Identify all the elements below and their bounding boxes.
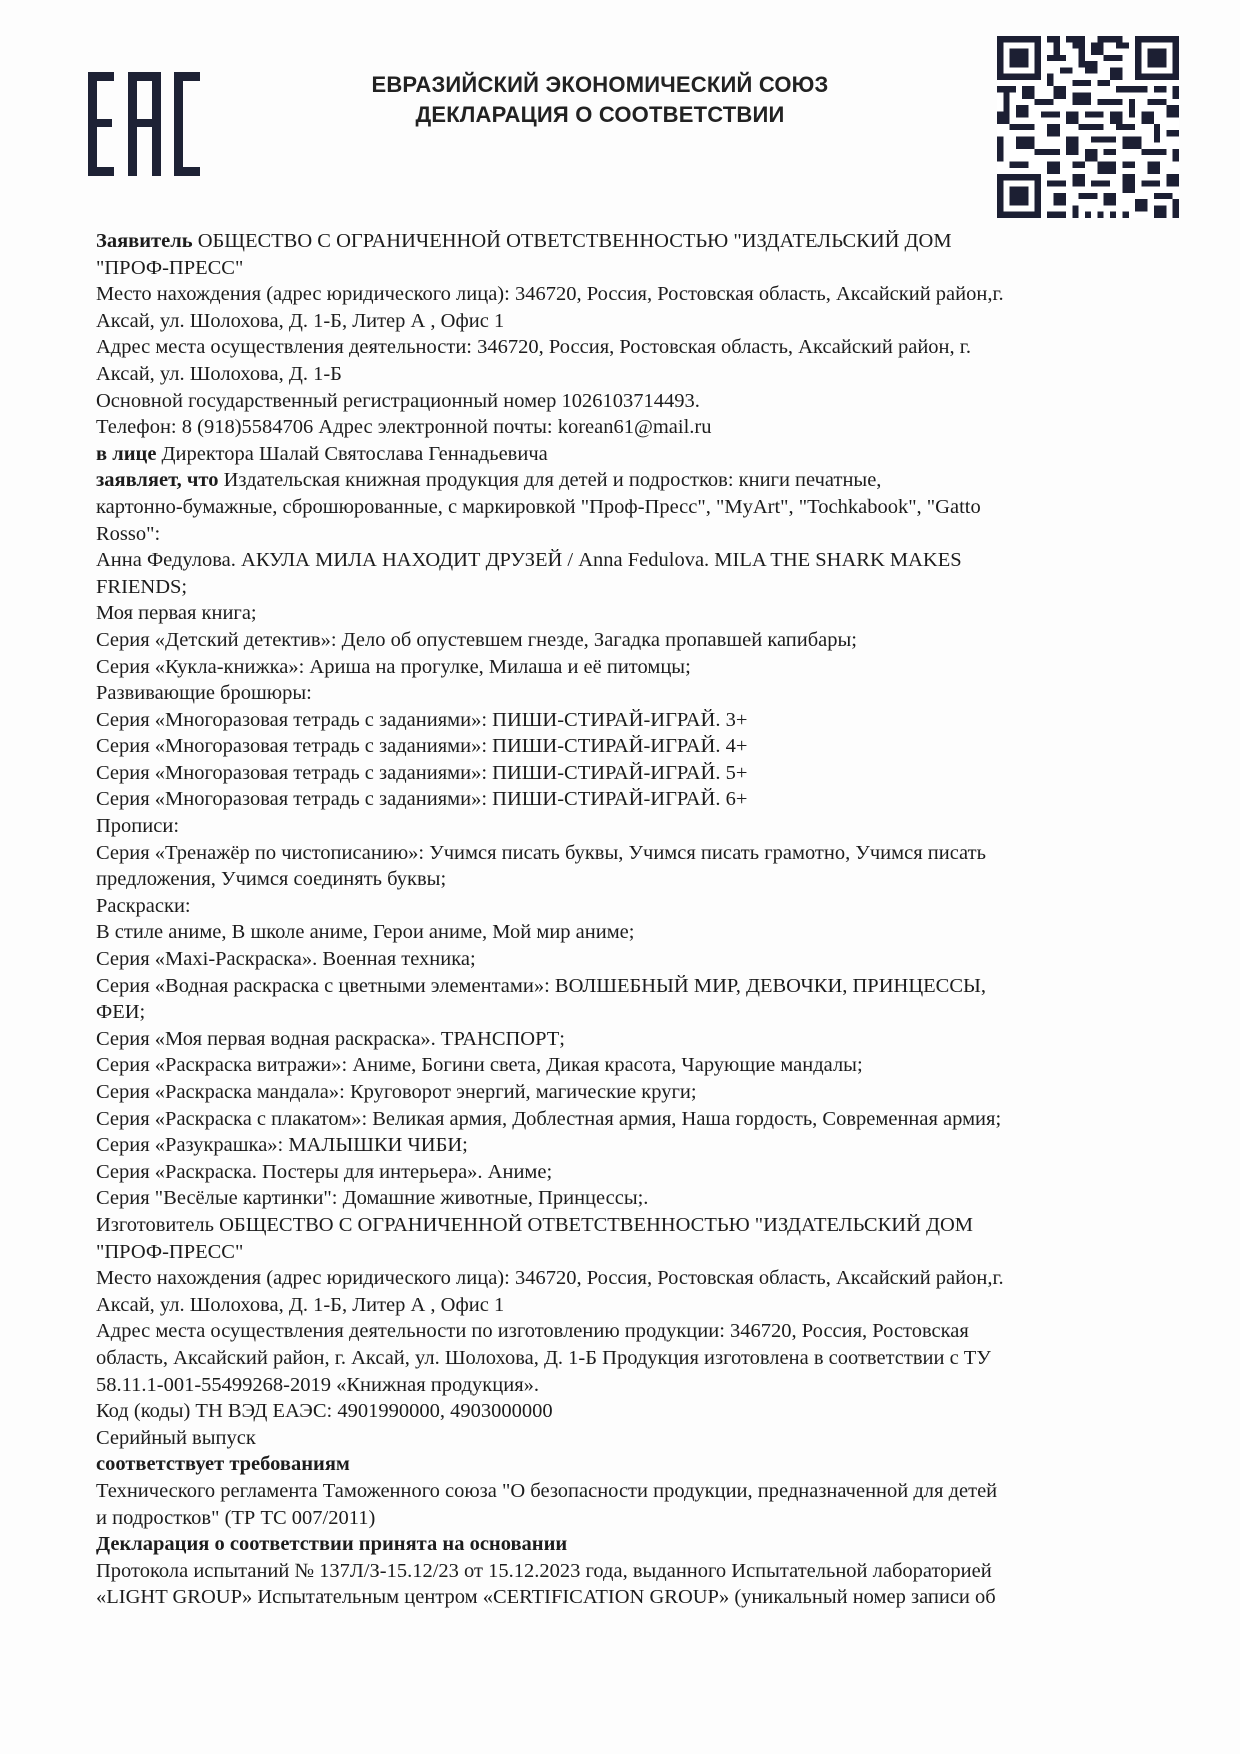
declares-line (96, 467, 1156, 494)
product-item: Серия «Многоразовая тетрадь с заданиями»: ПИШИ-СТИРАЙ-ИГРАЙ. 6+ (96, 788, 748, 811)
applicant-activity-address-cont: Аксай, ул. Шолохова, Д. 1-Б (96, 362, 342, 385)
applicant-name: ОБЩЕСТВО С ОГРАНИЧЕННОЙ ОТВЕТСТВЕННОСТЬЮ "ИЗДАТЕЛЬСКИЙ ДОМ (197, 230, 952, 252)
product-item: предложения, Учимся соединять буквы; (96, 868, 447, 891)
product-item: Серия «Многоразовая тетрадь с заданиями»: ПИШИ-СТИРАЙ-ИГРАЙ. 4+ (96, 735, 748, 758)
product-item: Серия "Весёлые картинки": Домашние животные, Принцессы;. (96, 1187, 649, 1210)
applicant-legal-address: Место нахождения (адрес юридического лица): 346720, Россия, Ростовская область, Аксайский район,г. (96, 283, 1004, 306)
product-item: Раскраски: (96, 894, 191, 917)
represented-line (96, 441, 1156, 468)
applicant-contacts: Телефон: 8 (918)5584706 Адрес электронной почты: korean61@mail.ru (96, 416, 712, 439)
manufacturer-legal-address: Место нахождения (адрес юридического лица): 346720, Россия, Ростовская область, Аксайский район,г. (96, 1267, 1004, 1290)
eac-logo-icon (88, 72, 200, 176)
product-item: Моя первая книга; (96, 602, 257, 625)
regulation: Технического регламента Таможенного союза "О безопасности продукции, предназначенной для детей (96, 1479, 998, 1502)
document-title (300, 70, 900, 130)
product-item: Серия «Водная раскраска с цветными элементами»: ВОЛШЕБНЫЙ МИР, ДЕВОЧКИ, ПРИНЦЕССЫ, (96, 974, 986, 997)
product-item: FRIENDS; (96, 575, 188, 598)
applicant-name-cont: "ПРОФ-ПРЕСС" (96, 256, 244, 279)
applicant-activity-address: Адрес места осуществления деятельности: 346720, Россия, Ростовская область, Аксайский район, г. (96, 336, 971, 359)
manufacturer-line-cont: "ПРОФ-ПРЕСС" (96, 1240, 244, 1263)
applicant-legal-address-cont: Аксай, ул. Шолохова, Д. 1-Б, Литер А , Офис 1 (96, 309, 505, 332)
manufacturer-legal-address-cont: Аксай, ул. Шолохова, Д. 1-Б, Литер А , Офис 1 (96, 1293, 505, 1316)
declaration-body (96, 228, 1156, 1611)
product-item: ФЕИ; (96, 1001, 146, 1024)
represented-by: Директора Шалай Святослава Геннадьевича (161, 442, 548, 465)
release-type: Серийный выпуск (96, 1426, 256, 1449)
qr-code-icon (993, 36, 1183, 218)
regulation-cont: и подростков" (ТР ТС 007/2011) (96, 1506, 376, 1529)
product-item: Серия «Многоразовая тетрадь с заданиями»: ПИШИ-СТИРАЙ-ИГРАЙ. 5+ (96, 761, 748, 784)
product-item: Серия «Раскраска. Постеры для интерьера». Аниме; (96, 1160, 553, 1183)
product-item: Серия «Разукрашка»: МАЛЫШКИ ЧИБИ; (96, 1134, 468, 1157)
applicant-line (96, 228, 1156, 255)
product-item: Анна Федулова. АКУЛА МИЛА НАХОДИТ ДРУЗЕЙ / Anna Fedulova. MILA THE SHARK MAKES (96, 549, 962, 572)
manufacturer-production-address-cont2: 58.11.1-001-55499268-2019 «Книжная продукция». (96, 1373, 540, 1396)
product-item: Серия «Раскраска с плакатом»: Великая армия, Доблестная армия, Наша гордость, Современная армия; (96, 1107, 1002, 1130)
basis: Протокола испытаний № 137Л/З-15.12/23 от 15.12.2023 года, выданного Испытательной лабораторией (96, 1559, 992, 1582)
basis-cont: «LIGHT GROUP» Испытательным центром «CERTIFICATION GROUP» (уникальный номер записи об (96, 1586, 996, 1609)
represented-label: в лице (96, 442, 157, 465)
product-item: Серия «Многоразовая тетрадь с заданиями»: ПИШИ-СТИРАЙ-ИГРАЙ. 3+ (96, 708, 748, 731)
product-item: Развивающие брошюры: (96, 682, 312, 705)
product-item: Серия «Детский детектив»: Дело об опустевшем гнезде, Загадка пропавшей капибары; (96, 628, 857, 651)
product-item: Серия «Maxi-Раскраска». Военная техника; (96, 948, 476, 971)
product-item: Прописи: (96, 815, 180, 838)
declares-label: заявляет, что (96, 469, 219, 492)
product-item: Серия «Тренажёр по чистописанию»: Учимся писать буквы, Учимся писать грамотно, Учимся писать (96, 841, 986, 864)
product-description-cont: картонно-бумажные, сброшюрованные, с маркировкой "Проф-Пресс", "MyArt", "Tochkabook", "Gatto (96, 495, 981, 518)
basis-label: Декларация о соответствии принята на основании (96, 1533, 568, 1556)
compliance-label: соответствует требованиям (96, 1453, 350, 1476)
product-description-cont2: Rosso": (96, 522, 161, 545)
product-item: Серия «Раскраска мандала»: Круговорот энергий, магические круги; (96, 1081, 697, 1103)
product-item: Серия «Кукла-книжка»: Ариша на прогулке, Милаша и её питомцы; (96, 655, 691, 678)
product-item: Серия «Моя первая водная раскраска». ТРАНСПОРТ; (96, 1027, 565, 1050)
product-description: Издательская книжная продукция для детей и подростков: книги печатные, (223, 469, 882, 492)
product-item: В стиле аниме, В школе аниме, Герои аниме, Мой мир аниме; (96, 921, 635, 944)
applicant-label: Заявитель (96, 230, 193, 252)
manufacturer-line: Изготовитель ОБЩЕСТВО С ОГРАНИЧЕННОЙ ОТВЕТСТВЕННОСТЬЮ "ИЗДАТЕЛЬСКИЙ ДОМ (96, 1213, 974, 1236)
title-union: ЕВРАЗИЙСКИЙ ЭКОНОМИЧЕСКИЙ СОЮЗ (371, 72, 829, 97)
applicant-ogrn: Основной государственный регистрационный номер 1026103714493. (96, 389, 700, 412)
manufacturer-production-address-cont: область, Аксайский район, г. Аксай, ул. Шолохова, Д. 1-Б Продукция изготовлена в соответствии с ТУ (96, 1346, 991, 1369)
hs-codes: Код (коды) ТН ВЭД ЕАЭС: 4901990000, 4903000000 (96, 1400, 553, 1423)
title-declaration: ДЕКЛАРАЦИЯ О СООТВЕТСТВИИ (415, 102, 785, 127)
manufacturer-production-address: Адрес места осуществления деятельности по изготовлению продукции: 346720, Россия, Ростовская (96, 1320, 969, 1343)
product-item: Серия «Раскраска витражи»: Аниме, Богини света, Дикая красота, Чарующие мандалы; (96, 1054, 863, 1077)
